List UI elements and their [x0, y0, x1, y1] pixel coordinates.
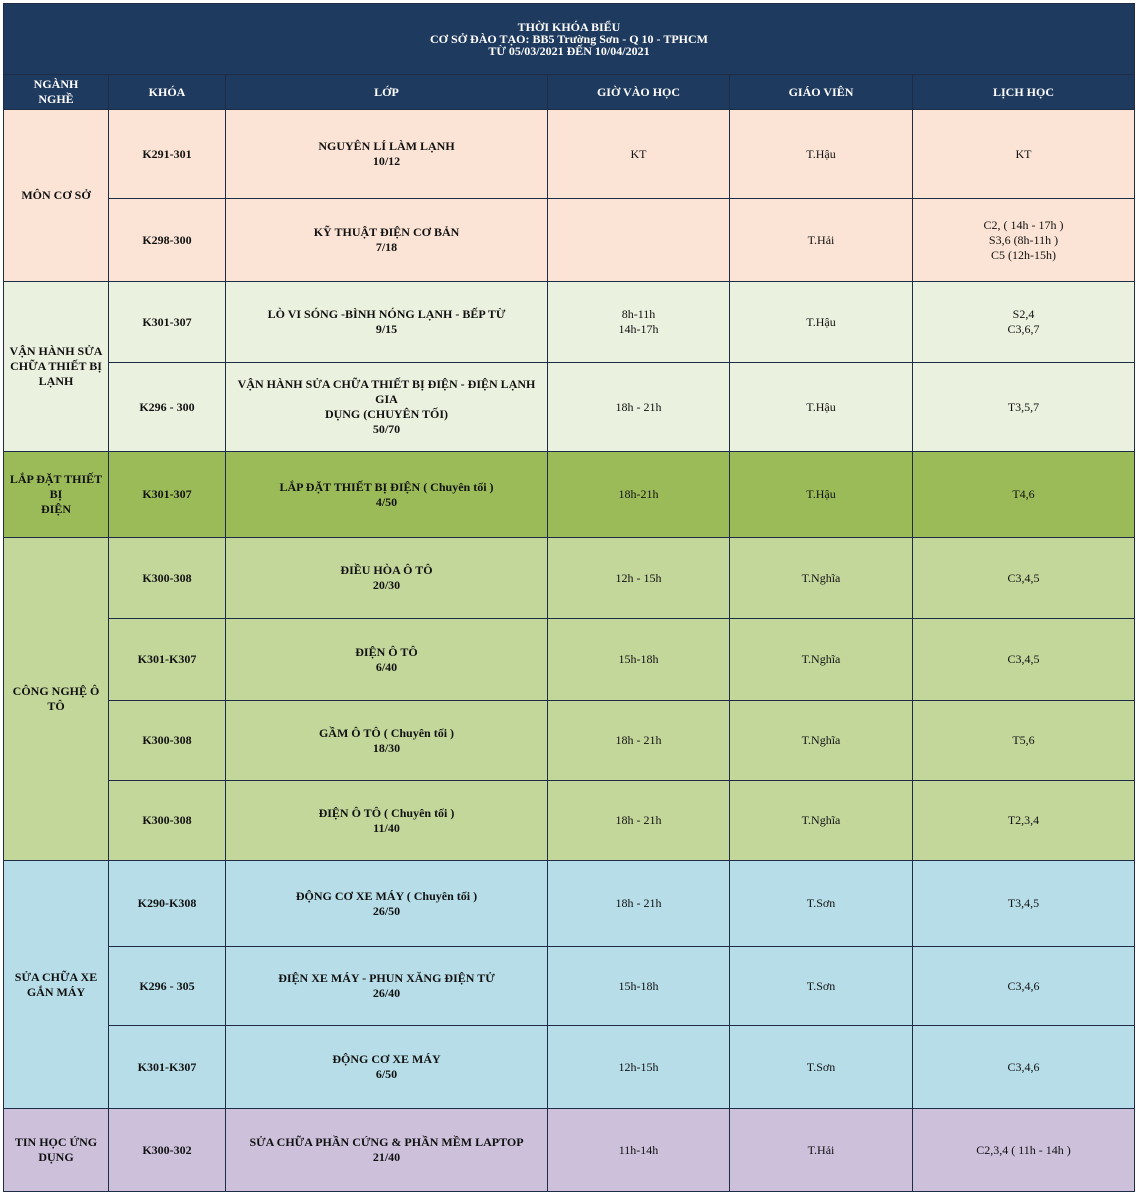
- group-label-sua-chua-xe: SỬA CHỮA XE GẮN MÁY: [4, 861, 109, 1109]
- table-row: [4, 1109, 1135, 1192]
- lich-hoc-cell: C2, ( 14h - 17h ) S3,6 (8h-11h ) C5 (12h-15h): [913, 199, 1135, 282]
- table-row: [4, 781, 1135, 861]
- gio-cell: 18h - 21h: [548, 861, 730, 947]
- header-nganh-nghe: NGÀNH NGHỀ: [4, 75, 109, 110]
- giao-vien-cell: T.Nghĩa: [730, 781, 913, 861]
- table-row: [4, 1026, 1135, 1109]
- khoa-cell: K296 - 300: [109, 363, 226, 452]
- header-khoa: KHÓA: [109, 75, 226, 110]
- gio-cell: 15h-18h: [548, 947, 730, 1026]
- giao-vien-cell: T.Hải: [730, 199, 913, 282]
- khoa-cell: K301-307: [109, 452, 226, 538]
- khoa-cell: K290-K308: [109, 861, 226, 947]
- header-lich-hoc: LỊCH HỌC: [913, 75, 1135, 110]
- schedule-sheet: [3, 3, 1134, 1194]
- giao-vien-cell: T.Nghĩa: [730, 538, 913, 619]
- lop-cell: ĐIỆN Ô TÔ ( Chuyên tối ) 11/40: [226, 781, 548, 861]
- table-row: [4, 619, 1135, 701]
- lop-cell: KỸ THUẬT ĐIỆN CƠ BẢN 7/18: [226, 199, 548, 282]
- lich-hoc-cell: C3,4,6: [913, 947, 1135, 1026]
- lich-hoc-cell: T5,6: [913, 701, 1135, 781]
- table-row: [4, 110, 1135, 199]
- giao-vien-cell: T.Hậu: [730, 282, 913, 363]
- gio-cell: 15h-18h: [548, 619, 730, 701]
- gio-cell: 11h-14h: [548, 1109, 730, 1192]
- lich-hoc-cell: T3,4,5: [913, 861, 1135, 947]
- khoa-cell: K300-308: [109, 781, 226, 861]
- lop-cell: ĐIỆN Ô TÔ 6/40: [226, 619, 548, 701]
- title-line-2: CƠ SỞ ĐÀO TẠO: BB5 Trường Sơn - Q 10 - TPHCM: [430, 32, 708, 46]
- khoa-cell: K296 - 305: [109, 947, 226, 1026]
- lop-cell: VẬN HÀNH SỬA CHỮA THIẾT BỊ ĐIỆN - ĐIỆN LẠNH GIA DỤNG (CHUYÊN TỐI) 50/70: [226, 363, 548, 452]
- lich-hoc-cell: KT: [913, 110, 1135, 199]
- lop-cell: GẦM Ô TÔ ( Chuyên tối ) 18/30: [226, 701, 548, 781]
- group-label-mon-co-so: MÔN CƠ SỞ: [4, 110, 109, 282]
- giao-vien-cell: T.Hậu: [730, 110, 913, 199]
- group-label-van-hanh: VẬN HÀNH SỬA CHỮA THIẾT BỊ LẠNH: [4, 282, 109, 452]
- table-row: [4, 701, 1135, 781]
- lop-cell: ĐIỆN XE MÁY - PHUN XĂNG ĐIỆN TỬ 26/40: [226, 947, 548, 1026]
- khoa-cell: K301-K307: [109, 619, 226, 701]
- lop-cell: ĐỘNG CƠ XE MÁY 6/50: [226, 1026, 548, 1109]
- lich-hoc-cell: C3,4,6: [913, 1026, 1135, 1109]
- header-giao-vien: GIÁO VIÊN: [730, 75, 913, 110]
- lop-cell: ĐIỀU HÒA Ô TÔ 20/30: [226, 538, 548, 619]
- table-row: [4, 282, 1135, 363]
- title-line-3: TỪ 05/03/2021 ĐẾN 10/04/2021: [488, 44, 650, 58]
- lich-hoc-cell: T3,5,7: [913, 363, 1135, 452]
- giao-vien-cell: T.Hậu: [730, 452, 913, 538]
- gio-cell: 18h - 21h: [548, 701, 730, 781]
- lich-hoc-cell: T4,6: [913, 452, 1135, 538]
- giao-vien-cell: T.Sơn: [730, 861, 913, 947]
- gio-cell: KT: [548, 110, 730, 199]
- group-label-lap-dat: LẮP ĐẶT THIẾT BỊ ĐIỆN: [4, 452, 109, 538]
- gio-cell: [548, 199, 730, 282]
- group-label-tin-hoc: TIN HỌC ỨNG DỤNG: [4, 1109, 109, 1192]
- table-row: [4, 452, 1135, 538]
- header-lop: LỚP: [226, 75, 548, 110]
- khoa-cell: K301-K307: [109, 1026, 226, 1109]
- table-row: [4, 538, 1135, 619]
- table-row: [4, 363, 1135, 452]
- header-gio-vao-hoc: GIỜ VÀO HỌC: [548, 75, 730, 110]
- lich-hoc-cell: C3,4,5: [913, 538, 1135, 619]
- lich-hoc-cell: C2,3,4 ( 11h - 14h ): [913, 1109, 1135, 1192]
- table-row: [4, 947, 1135, 1026]
- gio-cell: 18h - 21h: [548, 363, 730, 452]
- schedule-table: [3, 3, 1135, 1192]
- gio-cell: 12h-15h: [548, 1026, 730, 1109]
- lop-cell: ĐỘNG CƠ XE MÁY ( Chuyên tối ) 26/50: [226, 861, 548, 947]
- title-row: [4, 4, 1135, 75]
- group-label-cong-nghe-o-to: CÔNG NGHỆ Ô TÔ: [4, 538, 109, 861]
- header-row: [4, 75, 1135, 110]
- giao-vien-cell: T.Nghĩa: [730, 619, 913, 701]
- table-row: [4, 199, 1135, 282]
- khoa-cell: K300-302: [109, 1109, 226, 1192]
- title-line-1: THỜI KHÓA BIỂU: [517, 20, 621, 34]
- giao-vien-cell: T.Hải: [730, 1109, 913, 1192]
- gio-cell: 8h-11h 14h-17h: [548, 282, 730, 363]
- giao-vien-cell: T.Sơn: [730, 947, 913, 1026]
- khoa-cell: K291-301: [109, 110, 226, 199]
- schedule-title: [4, 4, 1135, 75]
- giao-vien-cell: T.Nghĩa: [730, 701, 913, 781]
- lop-cell: LẮP ĐẶT THIẾT BỊ ĐIỆN ( Chuyên tối ) 4/50: [226, 452, 548, 538]
- table-row: [4, 861, 1135, 947]
- lop-cell: SỬA CHỮA PHẦN CỨNG & PHẦN MỀM LAPTOP 21/40: [226, 1109, 548, 1192]
- gio-cell: 18h-21h: [548, 452, 730, 538]
- khoa-cell: K301-307: [109, 282, 226, 363]
- giao-vien-cell: T.Hậu: [730, 363, 913, 452]
- khoa-cell: K298-300: [109, 199, 226, 282]
- lop-cell: NGUYÊN LÍ LÀM LẠNH 10/12: [226, 110, 548, 199]
- khoa-cell: K300-308: [109, 538, 226, 619]
- lich-hoc-cell: S2,4 C3,6,7: [913, 282, 1135, 363]
- lop-cell: LÒ VI SÓNG -BÌNH NÓNG LẠNH - BẾP TỪ 9/15: [226, 282, 548, 363]
- gio-cell: 18h - 21h: [548, 781, 730, 861]
- khoa-cell: K300-308: [109, 701, 226, 781]
- giao-vien-cell: T.Sơn: [730, 1026, 913, 1109]
- lich-hoc-cell: T2,3,4: [913, 781, 1135, 861]
- lich-hoc-cell: C3,4,5: [913, 619, 1135, 701]
- gio-cell: 12h - 15h: [548, 538, 730, 619]
